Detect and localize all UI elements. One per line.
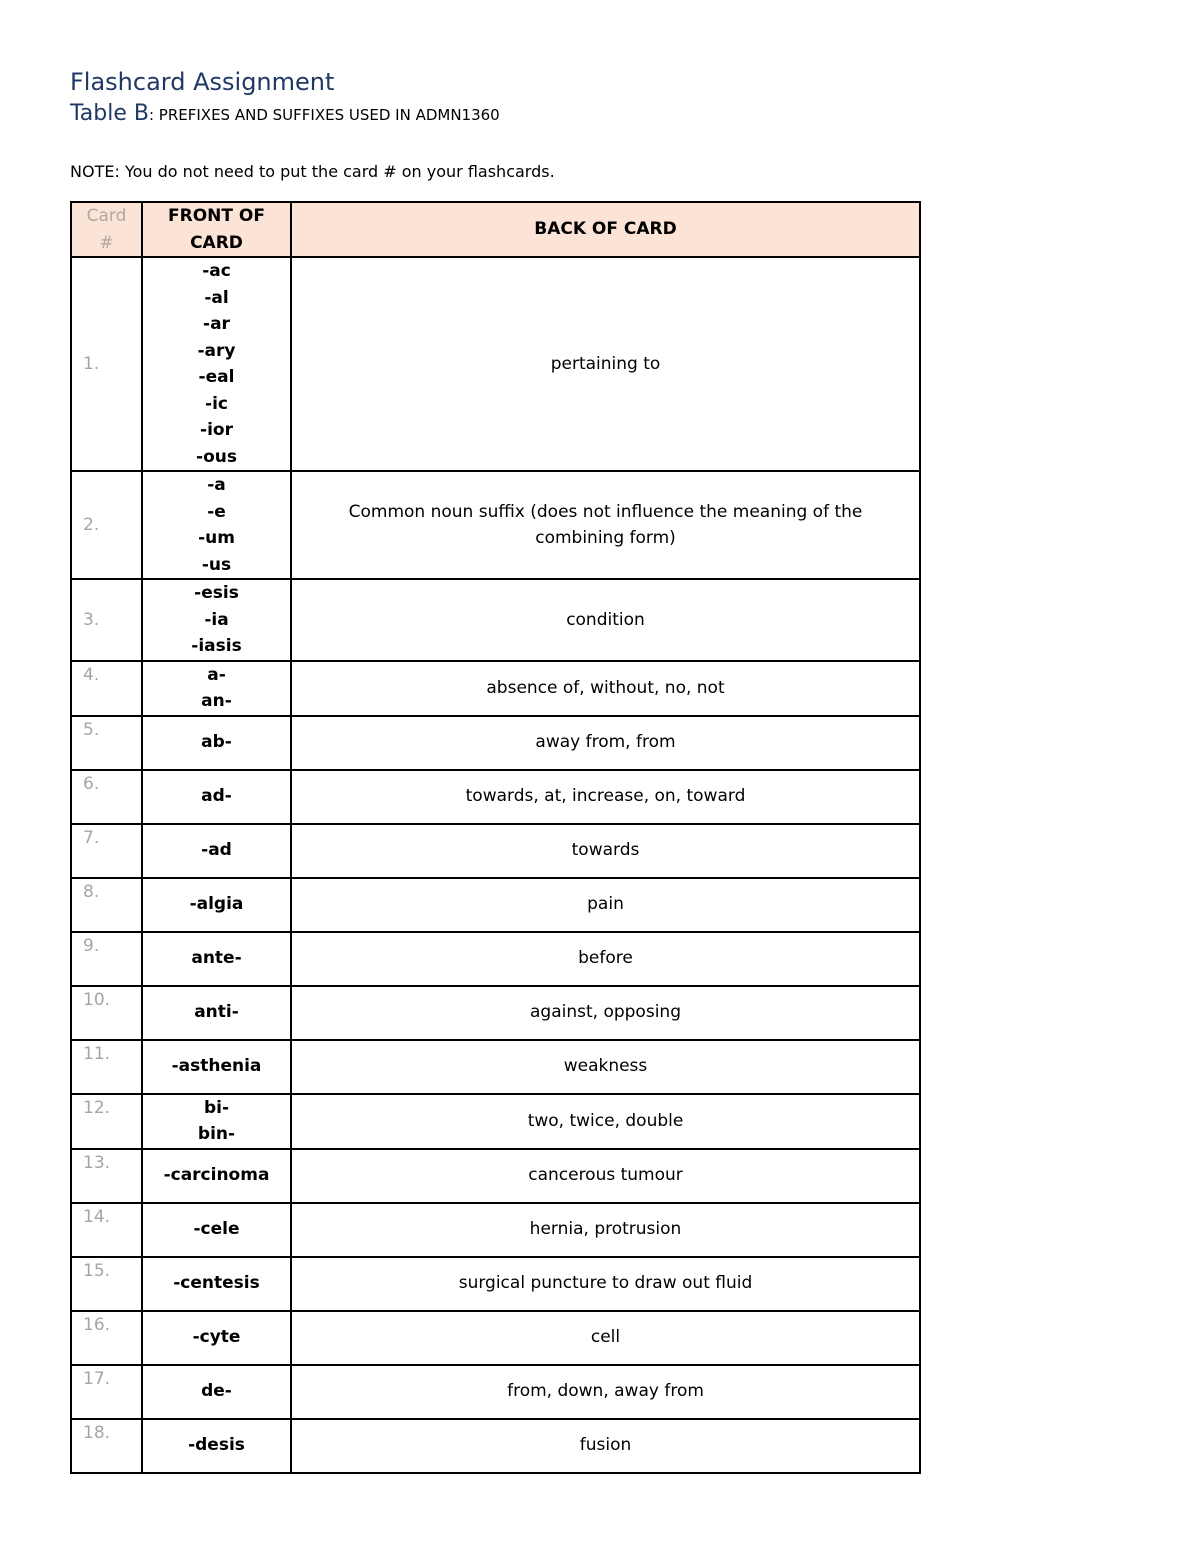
table-label: Table B [70,101,149,126]
card-front [142,1257,291,1311]
card-back: surgical puncture to draw out fluid [291,1257,920,1311]
card-number: 3. [71,579,142,661]
table-row [71,1094,920,1149]
card-front [142,1203,291,1257]
card-number: 5. [71,716,142,770]
card-front-term: -esis [194,583,239,603]
card-front-term: -ary [197,340,236,361]
table-row [71,1149,920,1203]
table-row [71,579,920,661]
card-front-term: -ous [196,446,237,467]
card-front-term: -ar [203,314,230,334]
table-row [71,1419,920,1473]
table-row [71,824,920,878]
card-front-term: -ad [201,840,232,861]
card-back: before [291,932,920,986]
card-front [142,257,291,471]
card-front-term: -al [204,287,229,308]
card-front [142,471,291,579]
card-back: from, down, away from [291,1365,920,1419]
card-back: hernia, protrusion [291,1203,920,1257]
table-row [71,878,920,932]
card-number: 14. [71,1203,142,1257]
table-row [71,770,920,824]
card-number: 10. [71,986,142,1040]
card-back: against, opposing [291,986,920,1040]
card-number-header [71,202,142,257]
table-body [71,257,920,1473]
document-title: Flashcard Assignment [70,68,335,96]
card-number: 12. [71,1094,142,1149]
card-back: weakness [291,1040,920,1094]
card-front-term: -us [201,554,232,575]
card-front-term: -centesis [173,1273,260,1294]
table-row [71,1365,920,1419]
card-front [142,1419,291,1473]
card-front [142,1094,291,1149]
front-header-line2: CARD [190,232,243,253]
card-front-term: -algia [189,894,244,915]
card-back: pertaining to [291,257,920,471]
card-front-term: -e [207,501,226,522]
card-front-term: anti- [194,1002,239,1023]
card-front [142,716,291,770]
table-row [71,986,920,1040]
card-front-term: -asthenia [171,1056,262,1077]
card-number: 9. [71,932,142,986]
card-number: 13. [71,1149,142,1203]
card-number: 6. [71,770,142,824]
card-back: away from, from [291,716,920,770]
card-front-term: bi- [203,1097,230,1118]
card-number: 17. [71,1365,142,1419]
back-of-card-header: BACK OF CARD [291,202,920,257]
table-row [71,716,920,770]
front-of-card-header [142,202,291,257]
card-front-term: -um [198,528,235,548]
card-front [142,824,291,878]
card-front-term: ad- [201,786,232,807]
table-row [71,1311,920,1365]
card-front-term: -desis [188,1435,245,1456]
card-number: 8. [71,878,142,932]
table-row [71,1203,920,1257]
table-row [71,661,920,716]
card-back: Common noun suffix (does not influence the meaning of the combining form) [291,471,920,579]
card-front-term: -eal [198,367,235,387]
note-text: NOTE: You do not need to put the card # on your flashcards. [70,162,555,181]
card-front [142,878,291,932]
card-front-term: ante- [191,948,242,969]
flashcard-table [70,201,921,1474]
card-front-term: -cele [193,1219,240,1240]
card-back: condition [291,579,920,661]
card-front-term: -carcinoma [163,1165,270,1186]
card-front-term: de- [201,1381,232,1402]
table-caption: : PREFIXES AND SUFFIXES USED IN ADMN1360 [148,106,500,124]
card-number: 15. [71,1257,142,1311]
card-back: absence of, without, no, not [291,661,920,716]
card-front [142,932,291,986]
card-front-term: -ac [202,261,231,281]
table-subtitle [70,101,500,126]
card-front [142,1040,291,1094]
card-front [142,661,291,716]
card-number: 4. [71,661,142,716]
card-front-term: bin- [197,1124,236,1144]
card-front [142,1311,291,1365]
card-header-line2: # [99,232,114,253]
table-row [71,1257,920,1311]
card-front-term: -cyte [192,1327,241,1348]
card-number: 11. [71,1040,142,1094]
card-front-term: -ia [204,609,229,630]
card-header-line1: Card [86,206,127,226]
card-front-term: -a [207,475,226,495]
card-front [142,1365,291,1419]
card-front-term: an- [201,691,232,711]
card-back: two, twice, double [291,1094,920,1149]
front-header-line1: FRONT OF [168,206,265,226]
card-back: towards [291,824,920,878]
table-row [71,257,920,471]
card-front-term: -ic [205,393,228,414]
table-row [71,471,920,579]
card-front-term: -ior [200,420,233,440]
card-number: 1. [71,257,142,471]
card-number: 16. [71,1311,142,1365]
table-header-row [71,202,920,257]
card-back: cancerous tumour [291,1149,920,1203]
card-back: fusion [291,1419,920,1473]
card-back: towards, at, increase, on, toward [291,770,920,824]
card-number: 2. [71,471,142,579]
card-front-term: a- [207,664,226,685]
card-front-term: -iasis [191,636,242,656]
card-number: 18. [71,1419,142,1473]
card-front-term: ab- [201,732,232,753]
table-row [71,1040,920,1094]
table-row [71,932,920,986]
card-front [142,986,291,1040]
card-back: pain [291,878,920,932]
card-front [142,1149,291,1203]
card-number: 7. [71,824,142,878]
card-front [142,770,291,824]
card-back: cell [291,1311,920,1365]
card-front [142,579,291,661]
